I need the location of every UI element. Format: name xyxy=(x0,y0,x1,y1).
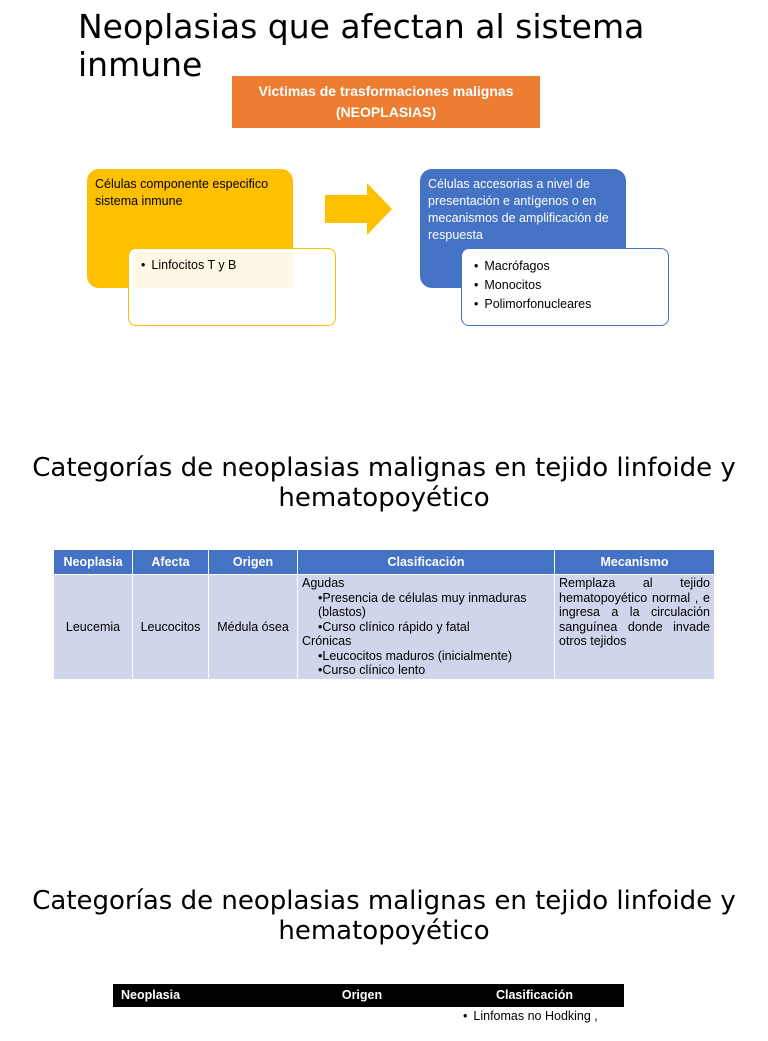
accessory-cells-list xyxy=(461,248,669,326)
right-arrow-icon xyxy=(325,183,392,235)
classification-item: •Presencia de células muy inmaduras (blastos) xyxy=(302,591,550,620)
list-item: • Polimorfonucleares xyxy=(474,295,668,314)
list-item: • Macrófagos xyxy=(474,257,668,276)
specific-cells-list xyxy=(133,252,293,288)
list-item: • Linfocitos T y B xyxy=(133,252,293,274)
list-item: • Monocitos xyxy=(474,276,668,295)
column-header: Afecta xyxy=(133,550,209,575)
classification-item: • Linfomas no Hodking , xyxy=(453,1009,598,1023)
classification-item: •Leucocitos maduros (inicialmente) xyxy=(302,649,550,664)
cell-neoplasia: Leucemia xyxy=(54,575,133,680)
slide-title: Neoplasias que afectan al sistema inmune xyxy=(78,8,738,84)
classification-item: •Curso clínico rápido y fatal xyxy=(302,620,550,635)
classification-group: Crónicas xyxy=(302,634,550,649)
classification-group: Agudas xyxy=(302,576,550,591)
column-header: Clasificación xyxy=(298,550,555,575)
table-row xyxy=(54,575,715,680)
lymphoma-table xyxy=(113,984,624,1041)
column-header: Clasificación xyxy=(445,984,624,1007)
cell-afecta: Leucocitos xyxy=(133,575,209,680)
cell-clasificacion xyxy=(298,575,555,680)
cell-origen: Médula ósea xyxy=(209,575,298,680)
accessory-cells-heading: Células accesorias a nivel de presentación e antígenos o en mecanismos de amplificación de respuesta xyxy=(428,177,609,242)
column-header: Neoplasia xyxy=(54,550,133,575)
cell-mecanismo: Remplaza al tejido hematopoyético normal , e ingresa a la circulación sanguínea donde invade otros tejidos xyxy=(555,575,715,680)
column-header: Origen xyxy=(209,550,298,575)
column-header: Mecanismo xyxy=(555,550,715,575)
column-header: Neoplasia xyxy=(113,984,279,1007)
column-header: Origen xyxy=(279,984,445,1007)
banner-label: Victimas de trasformaciones malignas (NEOPLASIAS) xyxy=(232,81,540,123)
section-title: Categorías de neoplasias malignas en tejido linfoide y hematopoyético xyxy=(0,453,768,513)
specific-cells-heading: Células componente especifico sistema inmune xyxy=(95,177,268,208)
classification-item: •Curso clínico lento xyxy=(302,663,550,678)
section-title: Categorías de neoplasias malignas en tejido linfoide y hematopoyético xyxy=(0,886,768,946)
leukemia-table xyxy=(53,549,715,680)
neoplasia-banner xyxy=(232,76,540,128)
